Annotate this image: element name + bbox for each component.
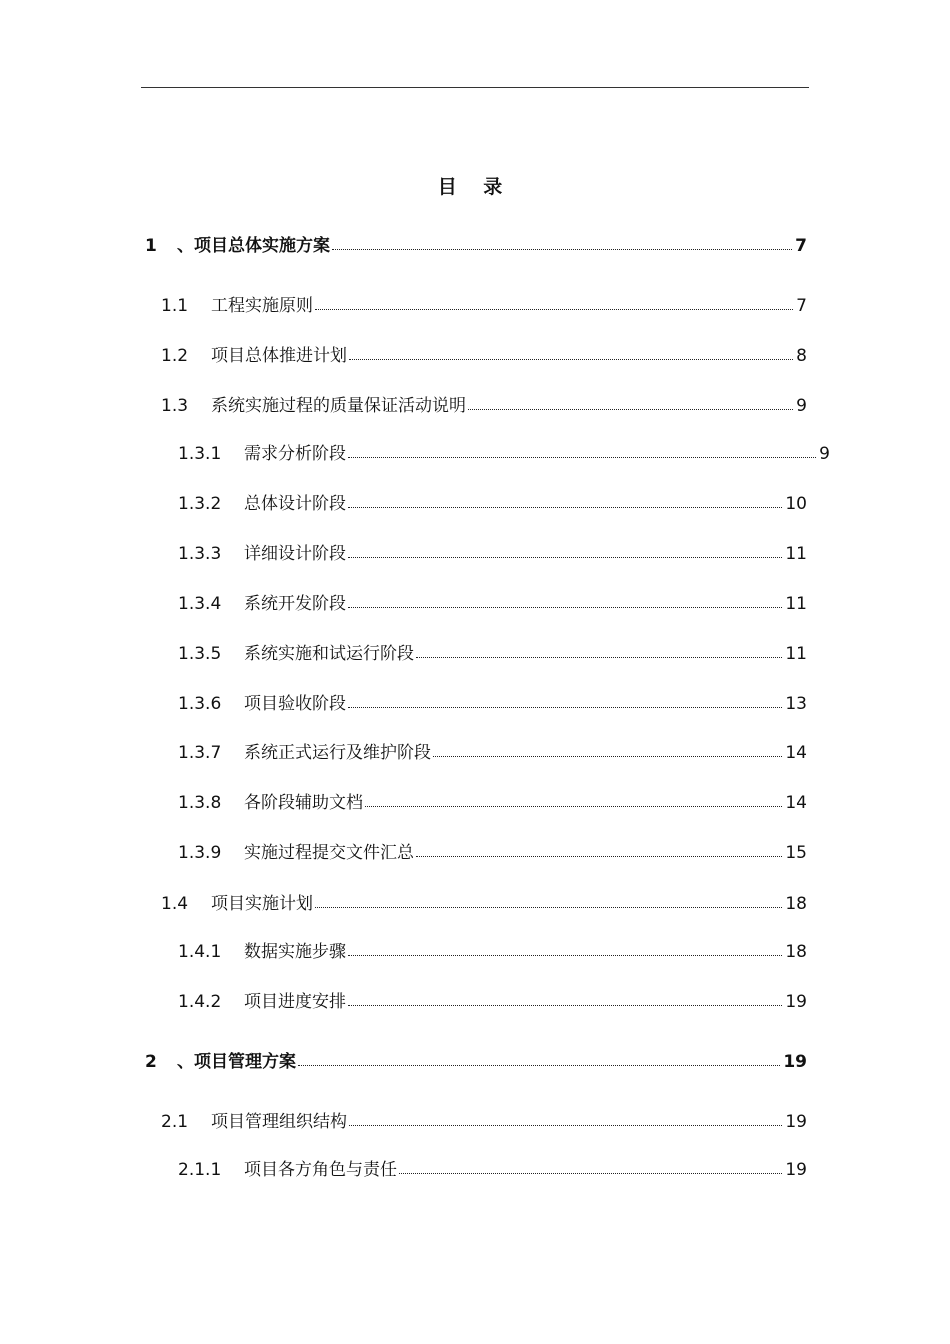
toc-entry-title: 数据实施步骤: [244, 942, 346, 962]
toc-entry[interactable]: [178, 787, 807, 813]
toc-leader-dots: [349, 359, 793, 360]
toc-entry-number: 1: [145, 236, 157, 256]
toc-leader-dots: [399, 1173, 782, 1174]
toc-entry[interactable]: [161, 290, 807, 316]
toc-entry-title: 、项目管理方案: [177, 1052, 296, 1072]
header-rule: [141, 87, 809, 88]
toc-entry-page: 19: [785, 1160, 807, 1180]
toc-leader-dots: [298, 1065, 780, 1066]
toc-entry-title: 项目实施计划: [211, 894, 313, 914]
toc-entry-number: 1.2: [161, 346, 189, 366]
toc-entry-page: 14: [785, 743, 807, 763]
toc-leader-dots: [348, 507, 782, 508]
toc-entry-number: 2.1.1: [178, 1160, 222, 1180]
toc-leader-dots: [348, 457, 816, 458]
toc-entry[interactable]: [178, 936, 807, 962]
toc-entry-page: 14: [785, 793, 807, 813]
toc-entry-title: 、项目总体实施方案: [177, 236, 330, 256]
toc-entry-page: 18: [785, 894, 807, 914]
toc-entry-page: 9: [819, 444, 830, 464]
toc-leader-dots: [349, 1125, 782, 1126]
toc-entry-number: 1.3.2: [178, 494, 222, 514]
toc-entry-page: 11: [785, 644, 807, 664]
toc-entry[interactable]: [161, 340, 807, 366]
toc-leader-dots: [348, 955, 782, 956]
toc-entry[interactable]: [145, 1046, 807, 1072]
toc-leader-dots: [416, 657, 782, 658]
toc-entry-page: 8: [796, 346, 807, 366]
toc-entry-page: 19: [785, 1112, 807, 1132]
toc-entry-title: 总体设计阶段: [244, 494, 346, 514]
toc-leader-dots: [332, 249, 792, 250]
toc-entry[interactable]: [178, 538, 807, 564]
toc-leader-dots: [315, 309, 793, 310]
toc-entry[interactable]: [178, 638, 807, 664]
toc-entry[interactable]: [178, 986, 807, 1012]
toc-entry-title: 系统开发阶段: [244, 594, 346, 614]
toc-entry-number: 2.1: [161, 1112, 189, 1132]
toc-entry-number: 1.4.1: [178, 942, 222, 962]
toc-entry-title: 系统实施过程的质量保证活动说明: [211, 396, 466, 416]
toc-entry[interactable]: [178, 688, 807, 714]
toc-entry-number: 1.3.9: [178, 843, 222, 863]
toc-entry-page: 11: [785, 544, 807, 564]
toc-entry-number: 1.3.3: [178, 544, 222, 564]
toc-title: 目 录: [437, 176, 513, 198]
toc-entry-number: 1.3.4: [178, 594, 222, 614]
toc-entry-page: 11: [785, 594, 807, 614]
toc-entry-page: 19: [783, 1052, 807, 1072]
toc-entry-number: 1.4: [161, 894, 189, 914]
toc-entry-number: 1.3.5: [178, 644, 222, 664]
toc-entry-number: 1.3.6: [178, 694, 222, 714]
toc-entry-title: 系统正式运行及维护阶段: [244, 743, 431, 763]
toc-leader-dots: [433, 756, 782, 757]
toc-entry-title: 各阶段辅助文档: [244, 793, 363, 813]
toc-entry-number: 1.3.8: [178, 793, 222, 813]
toc-entry-number: 1.3.7: [178, 743, 222, 763]
toc-entry-page: 13: [785, 694, 807, 714]
toc-entry-title: 需求分析阶段: [244, 444, 346, 464]
toc-entry-number: 1.1: [161, 296, 189, 316]
toc-entry[interactable]: [178, 438, 830, 464]
toc-leader-dots: [348, 1005, 782, 1006]
toc-entry[interactable]: [178, 588, 807, 614]
toc-entry-number: 1.3: [161, 396, 189, 416]
toc-entry-page: 15: [785, 843, 807, 863]
toc-entry-title: 实施过程提交文件汇总: [244, 843, 414, 863]
toc-entry-page: 9: [796, 396, 807, 416]
toc-leader-dots: [348, 607, 782, 608]
toc-entry-title: 项目管理组织结构: [211, 1112, 347, 1132]
toc-leader-dots: [416, 856, 782, 857]
toc-entry[interactable]: [178, 1154, 807, 1180]
toc-entry[interactable]: [161, 888, 807, 914]
toc-entry-page: 10: [785, 494, 807, 514]
toc-entry-page: 7: [796, 296, 807, 316]
toc-entry-title: 项目各方角色与责任: [244, 1160, 397, 1180]
toc-leader-dots: [468, 409, 793, 410]
toc-leader-dots: [365, 806, 782, 807]
toc-entry-title: 项目进度安排: [244, 992, 346, 1012]
toc-entry-title: 工程实施原则: [211, 296, 313, 316]
toc-entry-number: 1.4.2: [178, 992, 222, 1012]
toc-entry[interactable]: [178, 837, 807, 863]
toc-entry-title: 项目验收阶段: [244, 694, 346, 714]
toc-leader-dots: [348, 557, 782, 558]
toc-entry-page: 7: [795, 236, 807, 256]
toc-entry-title: 系统实施和试运行阶段: [244, 644, 414, 664]
toc-entry-number: 2: [145, 1052, 157, 1072]
toc-entry[interactable]: [145, 230, 807, 256]
toc-entry-number: 1.3.1: [178, 444, 222, 464]
toc-entry-title: 项目总体推进计划: [211, 346, 347, 366]
toc-entry-title: 详细设计阶段: [244, 544, 346, 564]
toc-entry[interactable]: [178, 737, 807, 763]
toc-entry-page: 18: [785, 942, 807, 962]
toc-entry[interactable]: [161, 390, 807, 416]
toc-leader-dots: [348, 707, 782, 708]
toc-entry[interactable]: [161, 1106, 807, 1132]
toc-entry[interactable]: [178, 488, 807, 514]
toc-leader-dots: [315, 907, 782, 908]
toc-entry-page: 19: [785, 992, 807, 1012]
